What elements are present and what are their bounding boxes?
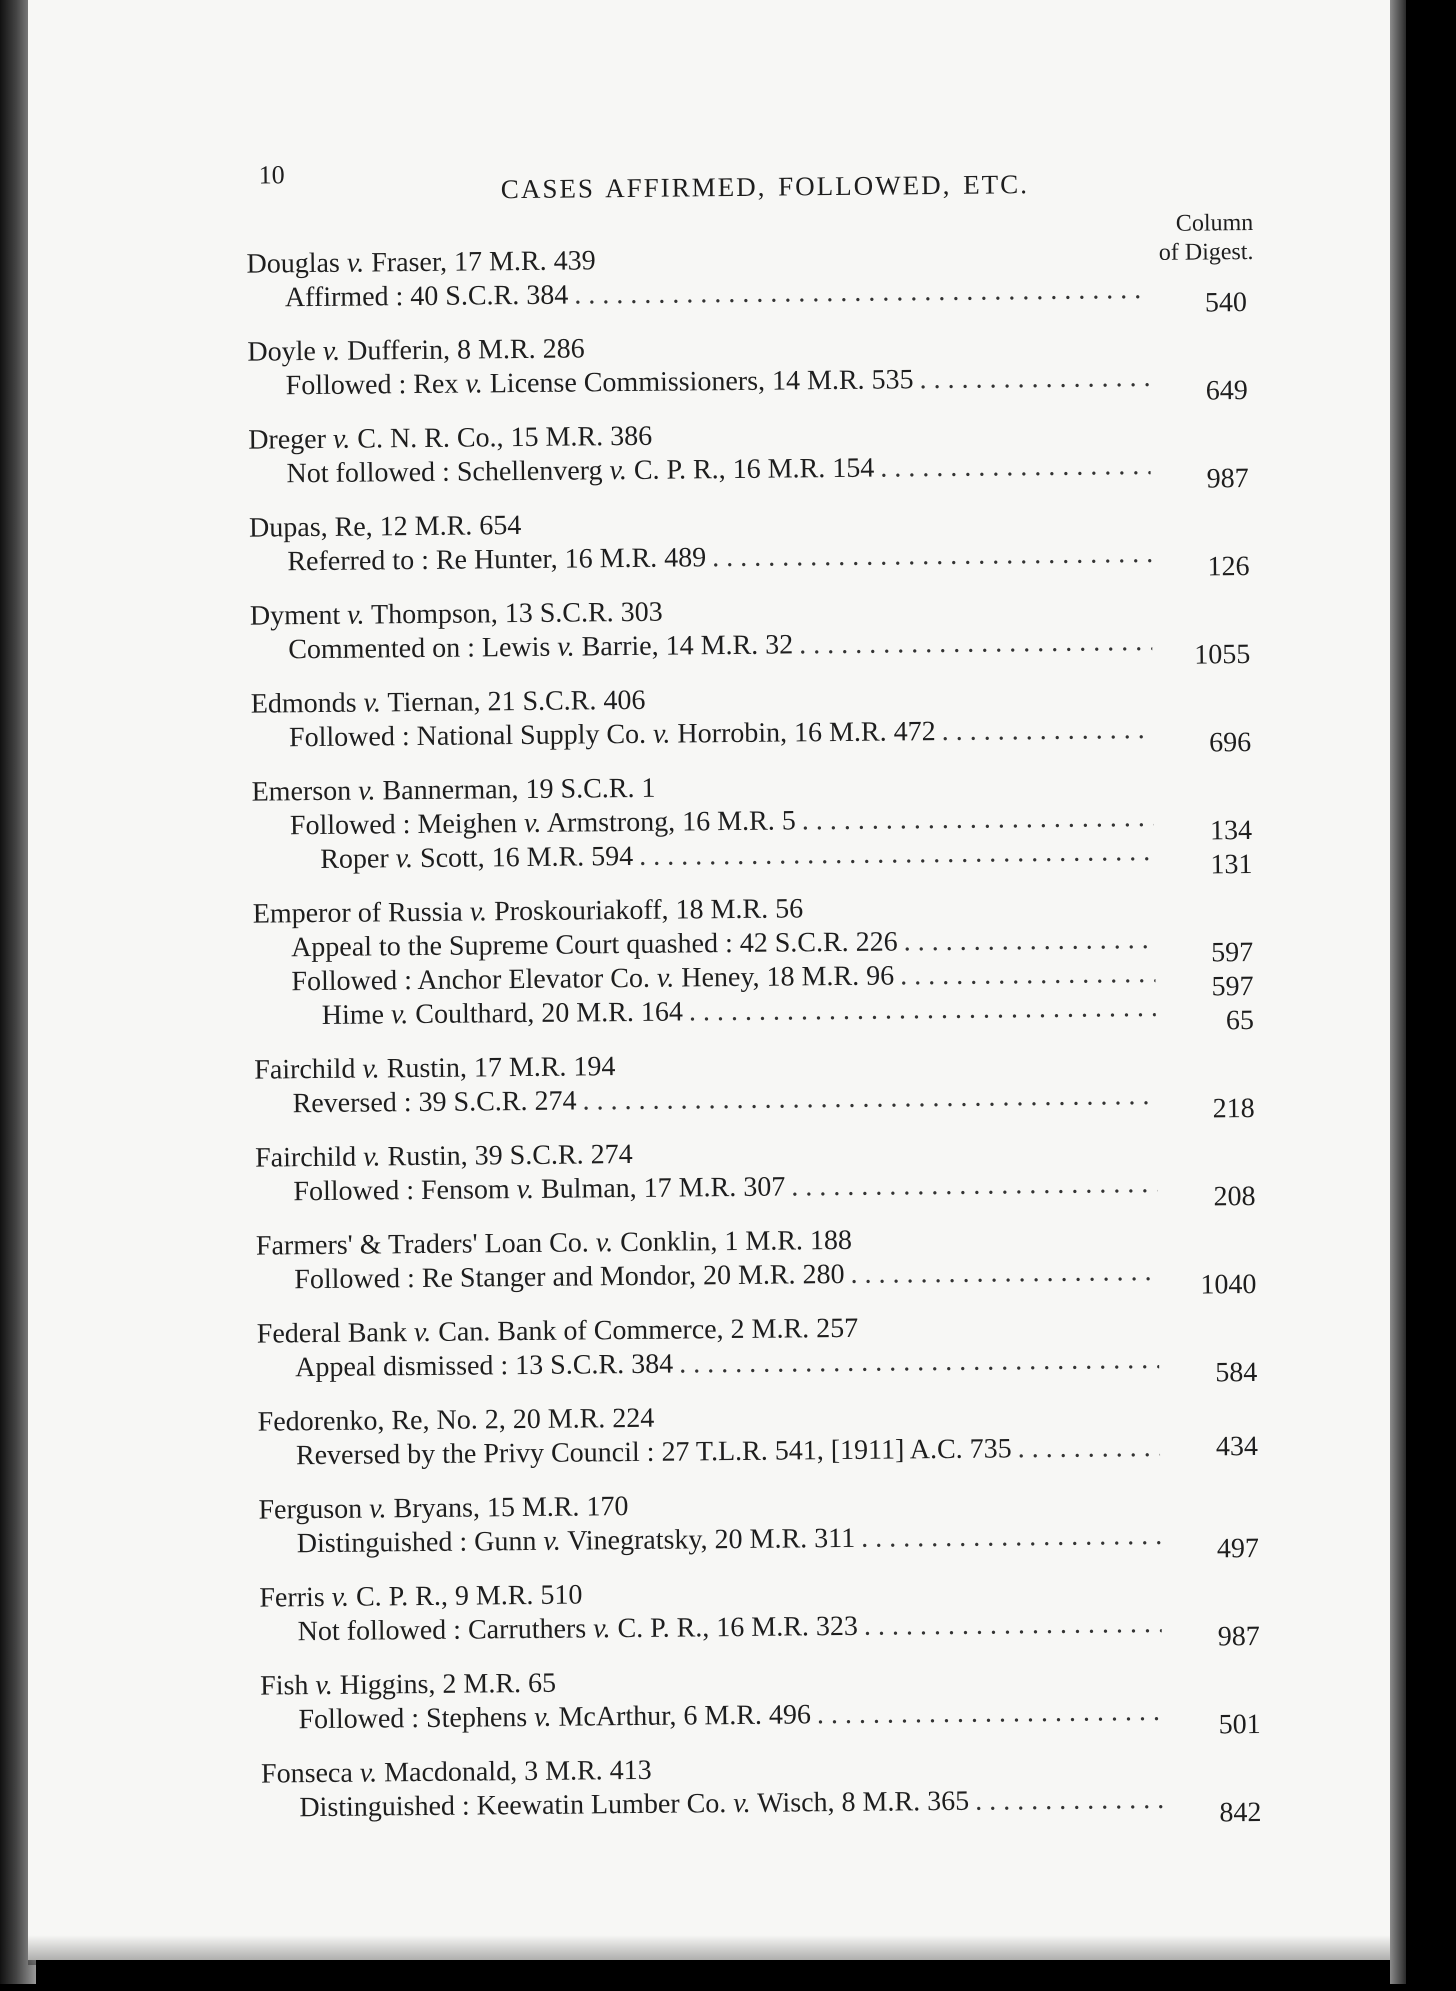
column-number: 1055 bbox=[1194, 639, 1251, 671]
case-title: Douglas v. Fraser, 17 M.R. 439 bbox=[246, 245, 596, 280]
case-title: Emerson v. Bannerman, 19 S.C.R. 1 bbox=[251, 772, 656, 808]
case-title: Emperor of Russia v. Proskouriakoff, 18 M.R. 56 bbox=[252, 893, 804, 930]
case-title: Ferguson v. Bryans, 15 M.R. 170 bbox=[258, 1491, 629, 1526]
citation-text: Followed : Rex v. License Commissioners, 14 M.R. 535 bbox=[285, 364, 914, 402]
dot-leader bbox=[689, 991, 1156, 1029]
page-number: 10 bbox=[258, 160, 285, 190]
case-entry bbox=[256, 1308, 1258, 1389]
case-title: Dupas, Re, 12 M.R. 654 bbox=[248, 510, 522, 544]
column-number: 987 bbox=[1206, 463, 1249, 495]
dot-leader bbox=[679, 1343, 1159, 1382]
citation-text: Roper v. Scott, 16 M.R. 594 bbox=[320, 840, 634, 875]
case-entry bbox=[249, 590, 1251, 671]
citation-text: Reversed by the Privy Council : 27 T.L.R. 541, [1911] A.C. 735 bbox=[295, 1433, 1012, 1472]
dot-leader bbox=[900, 957, 1156, 993]
case-entry bbox=[250, 678, 1252, 759]
case-entry bbox=[251, 766, 1253, 881]
column-heading-line-1: Column bbox=[1175, 209, 1254, 237]
column-number: 126 bbox=[1207, 551, 1250, 583]
dot-leader bbox=[799, 625, 1152, 662]
column-number: 134 bbox=[1209, 815, 1253, 847]
citation-text: Appeal to the Supreme Court quashed : 42 S.C.R. 226 bbox=[290, 926, 898, 964]
citation-text: Hime v. Coulthard, 20 M.R. 164 bbox=[321, 996, 684, 1031]
case-entry bbox=[248, 502, 1250, 583]
column-number: 501 bbox=[1218, 1708, 1261, 1741]
citation-text: Followed : Anchor Elevator Co. v. Heney, 18 M.R. 96 bbox=[291, 960, 895, 998]
case-title: Farmers' & Traders' Loan Co. v. Conklin, 1 M.R. 188 bbox=[255, 1224, 853, 1262]
dot-leader bbox=[975, 1783, 1164, 1819]
citation-text: Distinguished : Gunn v. Vinegratsky, 20 M.R. 311 bbox=[296, 1522, 856, 1560]
column-number: 987 bbox=[1217, 1620, 1260, 1653]
column-number: 497 bbox=[1216, 1532, 1260, 1565]
column-number: 218 bbox=[1212, 1093, 1255, 1125]
citation-text: Distinguished : Keewatin Lumber Co. v. Wisch, 8 M.R. 365 bbox=[299, 1785, 970, 1824]
case-title: Ferris v. C. P. R., 9 M.R. 510 bbox=[259, 1579, 583, 1614]
case-title: Doyle v. Dufferin, 8 M.R. 286 bbox=[247, 333, 585, 368]
column-heading-line-2: of Digest. bbox=[1158, 238, 1254, 266]
column-number: 842 bbox=[1219, 1796, 1262, 1829]
column-number: 696 bbox=[1209, 727, 1252, 759]
column-number: 208 bbox=[1213, 1181, 1256, 1213]
case-entry bbox=[248, 414, 1249, 495]
column-number: 584 bbox=[1215, 1356, 1258, 1389]
dot-leader bbox=[791, 1167, 1157, 1205]
case-title: Dyment v. Thompson, 13 S.C.R. 303 bbox=[249, 596, 663, 632]
case-title: Fairchild v. Rustin, 39 S.C.R. 274 bbox=[254, 1138, 633, 1174]
case-entry bbox=[259, 1572, 1260, 1653]
citation-text: Followed : Stephens v. McArthur, 6 M.R. 496 bbox=[298, 1699, 812, 1736]
case-entry bbox=[258, 1396, 1259, 1474]
dot-leader bbox=[712, 537, 1152, 575]
case-title: Dreger v. C. N. R. Co., 15 M.R. 386 bbox=[248, 420, 653, 456]
citation-text: Referred to : Re Hunter, 16 M.R. 489 bbox=[287, 542, 707, 578]
column-number: 540 bbox=[1204, 287, 1248, 319]
case-entry bbox=[260, 1660, 1261, 1741]
case-title: Federal Bank v. Can. Bank of Commerce, 2 M.R. 257 bbox=[256, 1312, 859, 1350]
case-title: Fedorenko, Re, No. 2, 20 M.R. 224 bbox=[257, 1402, 655, 1438]
case-title: Edmonds v. Tiernan, 21 S.C.R. 406 bbox=[250, 684, 646, 720]
column-number: 1040 bbox=[1200, 1269, 1257, 1301]
citation-text: Appeal dismissed : 13 S.C.R. 384 bbox=[295, 1348, 674, 1384]
case-entry bbox=[258, 1484, 1260, 1565]
case-list bbox=[246, 238, 1261, 1846]
citation-text: Affirmed : 40 S.C.R. 384 bbox=[284, 279, 569, 314]
dot-leader bbox=[850, 1255, 1158, 1292]
case-entry bbox=[247, 326, 1248, 407]
dot-leader bbox=[802, 801, 1154, 838]
column-number: 434 bbox=[1215, 1430, 1259, 1463]
citation-text: Followed : Meighen v. Armstrong, 16 M.R. 5 bbox=[289, 805, 796, 842]
running-head: CASES AFFIRMED, FOLLOWED, ETC. bbox=[500, 169, 1030, 205]
dot-leader bbox=[942, 713, 1154, 749]
case-title: Fairchild v. Rustin, 17 M.R. 194 bbox=[254, 1051, 616, 1086]
column-number: 597 bbox=[1211, 937, 1254, 969]
citation-text: Followed : Fensom v. Bulman, 17 M.R. 307 bbox=[293, 1171, 786, 1208]
citation-text: Not followed : Carruthers v. C. P. R., 16 M.R. 323 bbox=[297, 1610, 859, 1648]
column-number: 597 bbox=[1211, 971, 1254, 1003]
case-title: Fish v. Higgins, 2 M.R. 65 bbox=[260, 1667, 557, 1702]
dot-leader bbox=[861, 1519, 1161, 1556]
dot-leader bbox=[864, 1607, 1162, 1644]
citation-text: Commented on : Lewis v. Barrie, 14 M.R. 32 bbox=[288, 629, 794, 666]
dot-leader bbox=[817, 1695, 1163, 1732]
case-title: Fonseca v. Macdonald, 3 M.R. 413 bbox=[260, 1754, 652, 1790]
column-number: 131 bbox=[1210, 849, 1253, 881]
citation-text: Not followed : Schellenverg v. C. P. R., 16 M.R. 154 bbox=[286, 452, 875, 490]
case-entry bbox=[254, 1044, 1255, 1125]
column-number: 649 bbox=[1205, 375, 1248, 407]
citation-text: Reversed : 39 S.C.R. 274 bbox=[292, 1085, 577, 1120]
dot-leader bbox=[582, 1079, 1156, 1119]
citation-text: Followed : National Supply Co. v. Horrobin, 16 M.R. 472 bbox=[288, 716, 936, 754]
case-entry bbox=[254, 1132, 1256, 1213]
dot-leader bbox=[574, 273, 1149, 313]
column-number: 65 bbox=[1225, 1005, 1255, 1037]
case-entry bbox=[255, 1220, 1257, 1301]
case-entry bbox=[252, 888, 1255, 1037]
dot-leader bbox=[1018, 1431, 1161, 1466]
case-entry bbox=[246, 238, 1248, 319]
case-entry bbox=[260, 1748, 1262, 1829]
dot-leader bbox=[639, 835, 1154, 874]
dot-leader bbox=[904, 923, 1156, 959]
citation-text: Followed : Re Stanger and Mondor, 20 M.R. 280 bbox=[294, 1258, 845, 1296]
dot-leader bbox=[919, 361, 1149, 397]
dot-leader bbox=[880, 449, 1151, 486]
